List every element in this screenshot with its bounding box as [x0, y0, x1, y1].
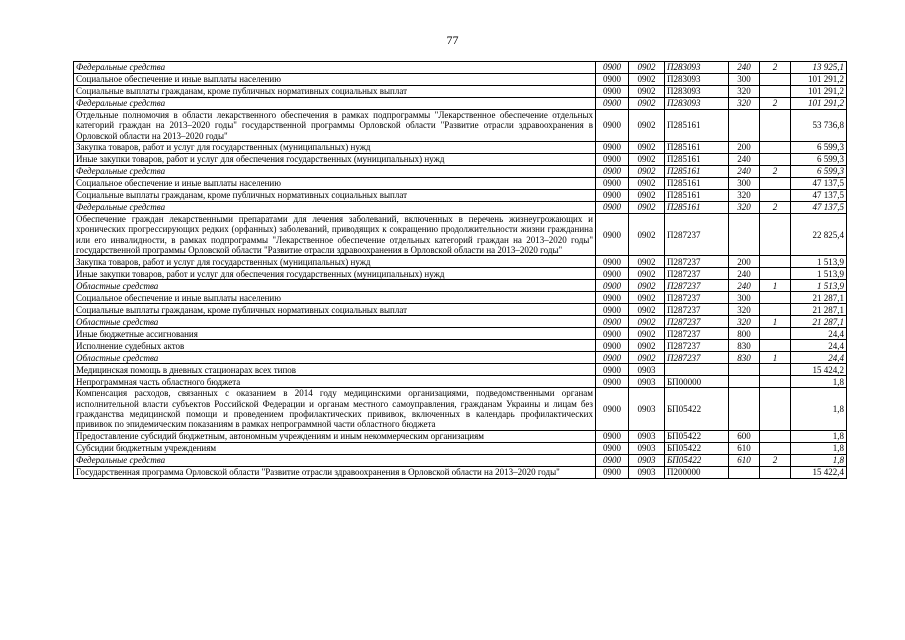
target-article-code: П283093: [665, 62, 729, 74]
section-code: 0900: [596, 202, 629, 214]
table-row: [74, 316, 847, 328]
table-row: [74, 268, 847, 280]
table-row: [74, 154, 847, 166]
target-article-code: П287237: [665, 256, 729, 268]
section-code: 0900: [596, 430, 629, 442]
funding-source-code: [760, 190, 791, 202]
target-article-code: П287237: [665, 340, 729, 352]
table-row: [74, 178, 847, 190]
section-code: 0900: [596, 352, 629, 364]
row-name: Социальное обеспечение и иные выплаты населению: [74, 178, 596, 190]
target-article-code: БП05422: [665, 388, 729, 430]
section-code: 0900: [596, 110, 629, 142]
subsection-code: 0902: [629, 190, 665, 202]
expense-type-code: [729, 214, 760, 256]
expense-type-code: 300: [729, 178, 760, 190]
target-article-code: П285161: [665, 202, 729, 214]
amount: 47 137,5: [791, 190, 847, 202]
subsection-code: 0903: [629, 364, 665, 376]
amount: 13 925,1: [791, 62, 847, 74]
section-code: 0900: [596, 466, 629, 478]
section-code: 0900: [596, 442, 629, 454]
amount: 47 137,5: [791, 202, 847, 214]
target-article-code: БП05422: [665, 454, 729, 466]
target-article-code: П287237: [665, 316, 729, 328]
table-row: [74, 190, 847, 202]
amount: 1 513,9: [791, 280, 847, 292]
funding-source-code: [760, 86, 791, 98]
section-code: 0900: [596, 98, 629, 110]
expense-type-code: 300: [729, 74, 760, 86]
row-name: Предоставление субсидий бюджетным, автономным учреждениям и иным некоммерческим организациям: [74, 430, 596, 442]
section-code: 0900: [596, 268, 629, 280]
target-article-code: П285161: [665, 142, 729, 154]
table-row: [74, 454, 847, 466]
amount: 53 736,8: [791, 110, 847, 142]
table-row: [74, 340, 847, 352]
section-code: 0900: [596, 304, 629, 316]
section-code: 0900: [596, 142, 629, 154]
section-code: 0900: [596, 86, 629, 98]
table-row: [74, 466, 847, 478]
subsection-code: 0902: [629, 86, 665, 98]
expense-type-code: 830: [729, 340, 760, 352]
row-name: Социальное обеспечение и иные выплаты населению: [74, 292, 596, 304]
amount: 21 287,1: [791, 316, 847, 328]
amount: 21 287,1: [791, 292, 847, 304]
table-row: [74, 74, 847, 86]
table-row: [74, 352, 847, 364]
expense-type-code: 320: [729, 98, 760, 110]
row-name: Иные бюджетные ассигнования: [74, 328, 596, 340]
target-article-code: П285161: [665, 110, 729, 142]
target-article-code: П287237: [665, 280, 729, 292]
funding-source-code: [760, 154, 791, 166]
amount: 47 137,5: [791, 178, 847, 190]
budget-table: [73, 61, 847, 479]
subsection-code: 0902: [629, 142, 665, 154]
subsection-code: 0902: [629, 214, 665, 256]
target-article-code: П287237: [665, 268, 729, 280]
subsection-code: 0902: [629, 352, 665, 364]
table-body: [74, 62, 847, 479]
target-article-code: П287237: [665, 304, 729, 316]
row-name: Отдельные полномочия в области лекарственного обеспечения в рамках подпрограммы "Лекарственное обеспечение отдельных категорий граждан на 2013–2020 годы" государственной программы Орловской области "Развитие отрасли здравоохранения в Орловской области на 2013–2020 годы": [74, 110, 596, 142]
subsection-code: 0902: [629, 178, 665, 190]
funding-source-code: [760, 214, 791, 256]
subsection-code: 0902: [629, 340, 665, 352]
amount: 101 291,2: [791, 86, 847, 98]
subsection-code: 0903: [629, 454, 665, 466]
page-number: 77: [446, 33, 459, 47]
amount: 1,8: [791, 442, 847, 454]
expense-type-code: 610: [729, 454, 760, 466]
amount: 1 513,9: [791, 268, 847, 280]
amount: 6 599,3: [791, 166, 847, 178]
subsection-code: 0902: [629, 74, 665, 86]
amount: 101 291,2: [791, 74, 847, 86]
row-name: Субсидии бюджетным учреждениям: [74, 442, 596, 454]
row-name: Исполнение судебных актов: [74, 340, 596, 352]
expense-type-code: 240: [729, 268, 760, 280]
funding-source-code: [760, 442, 791, 454]
subsection-code: 0902: [629, 316, 665, 328]
amount: 24,4: [791, 328, 847, 340]
expense-type-code: [729, 364, 760, 376]
funding-source-code: 2: [760, 202, 791, 214]
expense-type-code: 830: [729, 352, 760, 364]
amount: 6 599,3: [791, 142, 847, 154]
target-article-code: П285161: [665, 190, 729, 202]
funding-source-code: 2: [760, 454, 791, 466]
section-code: 0900: [596, 340, 629, 352]
table-row: [74, 304, 847, 316]
table-row: [74, 280, 847, 292]
table-row: [74, 376, 847, 388]
table-row: [74, 292, 847, 304]
row-name: Непрограммная часть областного бюджета: [74, 376, 596, 388]
amount: 21 287,1: [791, 304, 847, 316]
table-row: [74, 166, 847, 178]
section-code: 0900: [596, 178, 629, 190]
funding-source-code: [760, 142, 791, 154]
funding-source-code: 2: [760, 166, 791, 178]
funding-source-code: 2: [760, 98, 791, 110]
expense-type-code: 240: [729, 154, 760, 166]
subsection-code: 0902: [629, 328, 665, 340]
funding-source-code: 1: [760, 352, 791, 364]
target-article-code: [665, 364, 729, 376]
amount: 1,8: [791, 430, 847, 442]
row-name: Медицинская помощь в дневных стационарах всех типов: [74, 364, 596, 376]
expense-type-code: 200: [729, 142, 760, 154]
table-row: [74, 214, 847, 256]
expense-type-code: [729, 376, 760, 388]
amount: 1,8: [791, 454, 847, 466]
row-name: Федеральные средства: [74, 454, 596, 466]
amount: 1,8: [791, 388, 847, 430]
subsection-code: 0903: [629, 442, 665, 454]
funding-source-code: [760, 268, 791, 280]
table-row: [74, 86, 847, 98]
section-code: 0900: [596, 292, 629, 304]
expense-type-code: [729, 388, 760, 430]
target-article-code: П285161: [665, 178, 729, 190]
target-article-code: БП05422: [665, 442, 729, 454]
funding-source-code: [760, 74, 791, 86]
row-name: Областные средства: [74, 352, 596, 364]
amount: 1 513,9: [791, 256, 847, 268]
expense-type-code: 320: [729, 304, 760, 316]
target-article-code: П287237: [665, 352, 729, 364]
row-name: Иные закупки товаров, работ и услуг для обеспечения государственных (муниципальных) нужд: [74, 154, 596, 166]
expense-type-code: 240: [729, 280, 760, 292]
section-code: 0900: [596, 364, 629, 376]
subsection-code: 0902: [629, 280, 665, 292]
expense-type-code: [729, 466, 760, 478]
amount: 15 422,4: [791, 466, 847, 478]
target-article-code: П287237: [665, 214, 729, 256]
row-name: Социальные выплаты гражданам, кроме публичных нормативных социальных выплат: [74, 86, 596, 98]
funding-source-code: 1: [760, 316, 791, 328]
expense-type-code: [729, 110, 760, 142]
funding-source-code: 2: [760, 62, 791, 74]
amount: 6 599,3: [791, 154, 847, 166]
funding-source-code: [760, 388, 791, 430]
amount: 22 825,4: [791, 214, 847, 256]
funding-source-code: [760, 328, 791, 340]
table-row: [74, 142, 847, 154]
subsection-code: 0902: [629, 202, 665, 214]
target-article-code: П200000: [665, 466, 729, 478]
subsection-code: 0902: [629, 256, 665, 268]
row-name: Обеспечение граждан лекарственными препаратами для лечения заболеваний, включенных в перечень жизнеугрожающих и хронических прогрессирующих редких (орфанных) заболеваний, приводящих к сокращению продолжительности жизни гражданина или его инвалидности, в рамках подпрограммы "Лекарственное обеспечение отдельных категорий граждан на 2013–2020 годы" государственной программы Орловской области "Развитие отрасли здравоохранения в Орловской области на 2013–2020 годы": [74, 214, 596, 256]
amount: 15 424,2: [791, 364, 847, 376]
table-row: [74, 62, 847, 74]
subsection-code: 0902: [629, 166, 665, 178]
table-row: [74, 364, 847, 376]
section-code: 0900: [596, 62, 629, 74]
funding-source-code: [760, 364, 791, 376]
row-name: Областные средства: [74, 316, 596, 328]
subsection-code: 0903: [629, 466, 665, 478]
subsection-code: 0903: [629, 388, 665, 430]
section-code: 0900: [596, 388, 629, 430]
funding-source-code: 1: [760, 280, 791, 292]
funding-source-code: [760, 110, 791, 142]
amount: 101 291,2: [791, 98, 847, 110]
amount: 24,4: [791, 352, 847, 364]
funding-source-code: [760, 430, 791, 442]
target-article-code: П283093: [665, 98, 729, 110]
amount: 1,8: [791, 376, 847, 388]
row-name: Областные средства: [74, 280, 596, 292]
section-code: 0900: [596, 74, 629, 86]
expense-type-code: 320: [729, 316, 760, 328]
row-name: Федеральные средства: [74, 62, 596, 74]
funding-source-code: [760, 376, 791, 388]
funding-source-code: [760, 178, 791, 190]
expense-type-code: 320: [729, 86, 760, 98]
subsection-code: 0903: [629, 376, 665, 388]
section-code: 0900: [596, 316, 629, 328]
table-row: [74, 202, 847, 214]
table-row: [74, 256, 847, 268]
target-article-code: БП00000: [665, 376, 729, 388]
target-article-code: П287237: [665, 292, 729, 304]
table-row: [74, 430, 847, 442]
table-row: [74, 98, 847, 110]
row-name: Социальное обеспечение и иные выплаты населению: [74, 74, 596, 86]
funding-source-code: [760, 292, 791, 304]
row-name: Социальные выплаты гражданам, кроме публичных нормативных социальных выплат: [74, 304, 596, 316]
expense-type-code: 240: [729, 62, 760, 74]
table-row: [74, 328, 847, 340]
funding-source-code: [760, 304, 791, 316]
subsection-code: 0902: [629, 98, 665, 110]
table-row: [74, 110, 847, 142]
target-article-code: П283093: [665, 74, 729, 86]
subsection-code: 0902: [629, 292, 665, 304]
section-code: 0900: [596, 190, 629, 202]
subsection-code: 0902: [629, 304, 665, 316]
funding-source-code: [760, 466, 791, 478]
row-name: Федеральные средства: [74, 166, 596, 178]
expense-type-code: 320: [729, 190, 760, 202]
amount: 24,4: [791, 340, 847, 352]
funding-source-code: [760, 340, 791, 352]
subsection-code: 0903: [629, 430, 665, 442]
section-code: 0900: [596, 454, 629, 466]
row-name: Федеральные средства: [74, 98, 596, 110]
table-row: [74, 442, 847, 454]
expense-type-code: 200: [729, 256, 760, 268]
section-code: 0900: [596, 328, 629, 340]
row-name: Социальные выплаты гражданам, кроме публичных нормативных социальных выплат: [74, 190, 596, 202]
row-name: Закупка товаров, работ и услуг для государственных (муниципальных) нужд: [74, 142, 596, 154]
table-row: [74, 388, 847, 430]
section-code: 0900: [596, 376, 629, 388]
section-code: 0900: [596, 166, 629, 178]
target-article-code: П283093: [665, 86, 729, 98]
expense-type-code: 610: [729, 442, 760, 454]
expense-type-code: 320: [729, 202, 760, 214]
expense-type-code: 600: [729, 430, 760, 442]
section-code: 0900: [596, 154, 629, 166]
subsection-code: 0902: [629, 110, 665, 142]
expense-type-code: 800: [729, 328, 760, 340]
row-name: Государственная программа Орловской области "Развитие отрасли здравоохранения в Орловской области на 2013–2020 годы": [74, 466, 596, 478]
target-article-code: БП05422: [665, 430, 729, 442]
subsection-code: 0902: [629, 154, 665, 166]
row-name: Иные закупки товаров, работ и услуг для обеспечения государственных (муниципальных) нужд: [74, 268, 596, 280]
target-article-code: П287237: [665, 328, 729, 340]
expense-type-code: 300: [729, 292, 760, 304]
expense-type-code: 240: [729, 166, 760, 178]
row-name: Закупка товаров, работ и услуг для государственных (муниципальных) нужд: [74, 256, 596, 268]
subsection-code: 0902: [629, 268, 665, 280]
section-code: 0900: [596, 280, 629, 292]
section-code: 0900: [596, 214, 629, 256]
funding-source-code: [760, 256, 791, 268]
row-name: Компенсация расходов, связанных с оказанием в 2014 году медицинскими организациями, подведомственными органам исполнительной власти субъектов Российской Федерации и органам местного самоуправления, гражданам Украины и лицам без гражданства медицинской помощи и проведением профилактических прививок, включенных в календарь профилактических прививок по эпидемическим показаниям в рамках непрограммной части областного бюджета: [74, 388, 596, 430]
target-article-code: П285161: [665, 166, 729, 178]
target-article-code: П285161: [665, 154, 729, 166]
subsection-code: 0902: [629, 62, 665, 74]
section-code: 0900: [596, 256, 629, 268]
row-name: Федеральные средства: [74, 202, 596, 214]
